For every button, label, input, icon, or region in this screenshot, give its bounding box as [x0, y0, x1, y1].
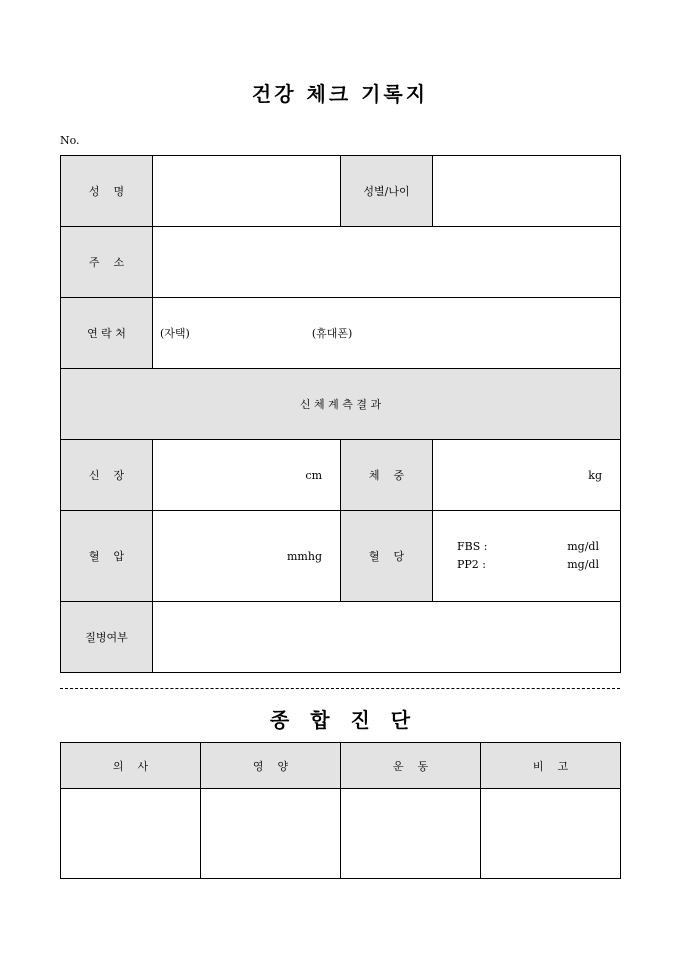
- blood-sugar-field[interactable]: [433, 511, 621, 602]
- weight-field[interactable]: [433, 440, 621, 511]
- doctor-column-header: 의 사: [61, 743, 201, 789]
- contact-label: 연 락 처: [61, 298, 153, 369]
- personal-info-table: [60, 155, 621, 673]
- disease-status-label: 질병여부: [61, 602, 153, 673]
- doctor-field[interactable]: [61, 789, 201, 879]
- address-field[interactable]: [153, 227, 621, 298]
- mobile-phone-label: (휴대폰): [311, 327, 353, 340]
- fbs-label: FBS :: [457, 540, 488, 553]
- gender-age-label: 성별/나이: [341, 156, 433, 227]
- diagnosis-table: [60, 742, 621, 879]
- diagnosis-title: 종 합 진 단: [269, 708, 411, 732]
- measurement-section-header: 신 체 계 측 결 과: [61, 369, 621, 440]
- blood-sugar-label: 혈 당: [341, 511, 433, 602]
- pp2-unit: mg/dl: [567, 558, 599, 571]
- weight-unit: kg: [588, 468, 602, 482]
- page-title: 건강 체크 기록지: [251, 82, 429, 106]
- disease-status-field[interactable]: [153, 602, 621, 673]
- blood-pressure-field[interactable]: [153, 511, 341, 602]
- address-label: 주 소: [61, 227, 153, 298]
- blood-pressure-unit: mmhg: [287, 549, 322, 563]
- record-number-label: No.: [60, 134, 80, 147]
- height-label: 신 장: [61, 440, 153, 511]
- home-phone-label: (자택): [160, 327, 190, 340]
- blood-pressure-label: 혈 압: [61, 511, 153, 602]
- nutrition-field[interactable]: [201, 789, 341, 879]
- pp2-label: PP2 :: [457, 558, 487, 571]
- remarks-column-header: 비 고: [481, 743, 621, 789]
- remarks-field[interactable]: [481, 789, 621, 879]
- height-unit: cm: [305, 468, 322, 482]
- exercise-column-header: 운 동: [341, 743, 481, 789]
- height-field[interactable]: [153, 440, 341, 511]
- gender-age-field[interactable]: [433, 156, 621, 227]
- fbs-unit: mg/dl: [567, 540, 599, 553]
- contact-field[interactable]: [153, 298, 621, 369]
- name-label: 성 명: [61, 156, 153, 227]
- name-field[interactable]: [153, 156, 341, 227]
- nutrition-column-header: 영 양: [201, 743, 341, 789]
- section-divider: [60, 688, 620, 689]
- weight-label: 체 중: [341, 440, 433, 511]
- exercise-field[interactable]: [341, 789, 481, 879]
